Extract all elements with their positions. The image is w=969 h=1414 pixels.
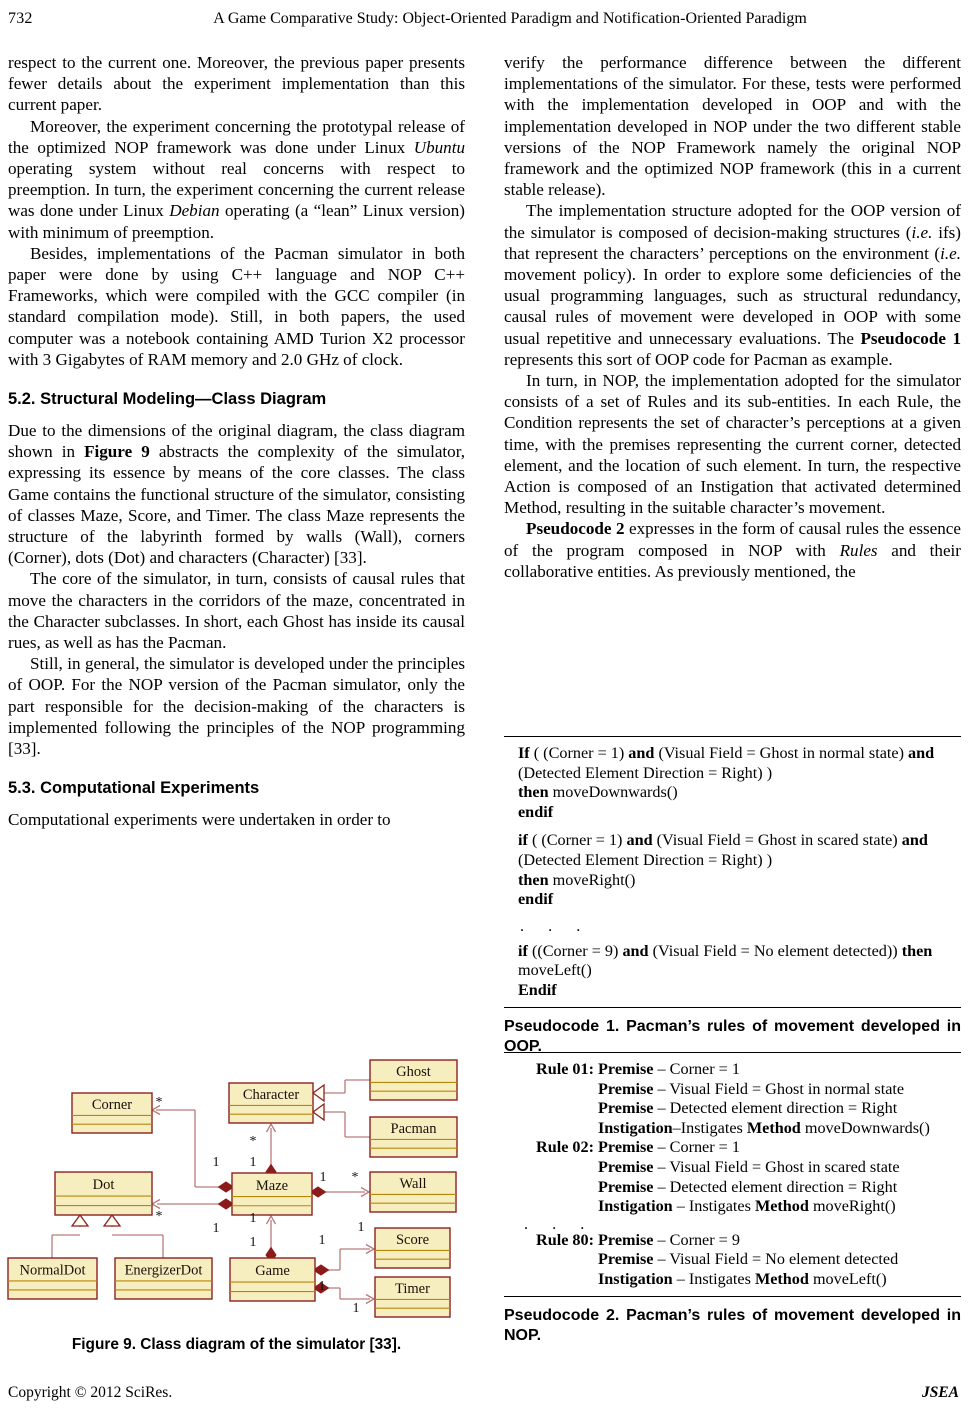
keyword: Rule 02: Premise xyxy=(536,1138,654,1157)
code-text: moveDownwards() xyxy=(548,783,678,802)
keyword: Premise xyxy=(598,1250,654,1269)
text-run-italic: i.e. xyxy=(911,222,933,242)
uml-class-dot xyxy=(55,1172,152,1215)
keyword: and xyxy=(901,831,928,850)
pseudocode-block xyxy=(518,831,953,909)
code-text: – Visual Field = Ghost in normal state xyxy=(653,1079,905,1098)
uml-class-maze xyxy=(232,1173,312,1215)
composition-diamond-maze-dot xyxy=(219,1199,234,1209)
code-text: moveRight() xyxy=(808,1197,896,1216)
code-text: – Visual Field = Ghost in scared state xyxy=(653,1157,900,1176)
section-heading-5-3: 5.3. Computational Experiments xyxy=(8,779,260,798)
multiplicity-label: 1 xyxy=(249,1155,257,1170)
pseudocode-line xyxy=(518,831,953,851)
multiplicity-label: * xyxy=(155,1095,163,1110)
class-name-label: Character xyxy=(242,1087,300,1103)
multiplicity-label: 1 xyxy=(357,1220,365,1235)
multiplicity-label: 1 xyxy=(318,1279,326,1294)
code-text: moveLeft() xyxy=(518,961,592,980)
code-text: (Detected Element Direction = Right) ) xyxy=(518,850,773,869)
uml-class-game xyxy=(230,1258,315,1301)
keyword: Method xyxy=(754,1269,809,1288)
keyword: Instigation xyxy=(598,1118,673,1137)
pseudocode-line xyxy=(518,1270,953,1290)
hrule-bottom xyxy=(504,1007,961,1008)
pseudocode-line xyxy=(518,1080,953,1100)
class-name-label: Wall xyxy=(399,1176,427,1192)
pseudocode-block xyxy=(518,916,953,935)
class-name-label: Score xyxy=(395,1232,430,1248)
class-name-label: Ghost xyxy=(396,1064,431,1080)
left-column xyxy=(8,52,465,831)
code-text: – Detected element direction = Right xyxy=(653,1177,898,1196)
keyword: if xyxy=(518,941,528,960)
keyword: endif xyxy=(518,802,554,821)
figure-9-caption: Figure 9. Class diagram of the simulator [33]. xyxy=(71,1336,402,1353)
pseudocode-line xyxy=(518,851,953,871)
paragraph: Besides, implementations of the Pacman simulator in both paper were done by using C++ language and NOP C++ Frameworks, which were compiled with the GCC compiler (in standard compilation mode). Still, in both papers, the used computer was a notebook containing AMD Turion X2 processor with 3 Gigabytes of RAM memory and 2.0 GHz of clock. xyxy=(8,243,465,369)
class-name-label: Maze xyxy=(255,1177,289,1194)
keyword: and xyxy=(626,831,653,850)
keyword: then xyxy=(518,783,549,802)
paragraph xyxy=(8,116,465,243)
multiplicity-label: 1 xyxy=(212,1221,220,1236)
code-text: – Instigates xyxy=(672,1197,755,1216)
code-text: moveDownwards() xyxy=(800,1118,930,1137)
code-text: – Corner = 1 xyxy=(653,1138,740,1157)
paragraph xyxy=(504,518,961,582)
multiplicity-label: 1 xyxy=(249,1235,257,1250)
text-run-bold: Figure 9 xyxy=(84,442,150,462)
code-text: ((Corner = 9) xyxy=(527,941,623,960)
code-text: – Corner = 1 xyxy=(653,1060,740,1078)
class-name-label: Timer xyxy=(395,1281,430,1297)
text-run: operating (a “lean” Linux version) with minimum of preemption. xyxy=(8,201,465,242)
pseudocode-line xyxy=(518,981,953,1001)
pseudocode-line xyxy=(518,764,953,784)
text-run: expresses in the form of causal rules the essence of the program composed in NOP with xyxy=(504,519,961,560)
journal-abbreviation: JSEA xyxy=(921,1384,959,1401)
pseudocode-line xyxy=(518,890,953,910)
class-name-label: NormalDot xyxy=(19,1262,86,1279)
class-name-label: Game xyxy=(255,1263,290,1280)
uml-class-timer xyxy=(375,1277,450,1317)
paragraph xyxy=(8,420,465,568)
pseudocode-line xyxy=(518,942,953,962)
text-run: operating system without real concerns with respect to preemption. In turn, the experiment concerning the current release was done under Linux xyxy=(8,159,465,221)
paragraph: In turn, in NOP, the implementation adopted for the simulator consists of a set of Rules and its sub-entities. In each Rule, the Condition represents the set of character’s perceptions at a given time, with the premises representing the current corner, detected element, and the location of such element. In turn, the respective Action is composed of an Instigation that activated determined Method, resulting in the suitable character’s movement. xyxy=(504,371,961,518)
code-text: – Corner = 9 xyxy=(653,1230,740,1249)
code-text: – Visual Field = No element detected xyxy=(653,1250,899,1269)
uml-class-wall xyxy=(370,1172,456,1212)
text-run: movement policy). In order to explore some deficiencies of the usual programming languages, such as structural redundancy, causal rules of movement were developed in OOP with some usual repetitive and unnecessary evaluations. The xyxy=(504,265,961,348)
text-run-italic: Debian xyxy=(169,201,220,221)
composition-diamond-maze-wall xyxy=(311,1187,326,1197)
keyword: if xyxy=(518,831,528,850)
pseudocode-line xyxy=(518,1060,953,1080)
hrule-bottom xyxy=(504,1296,961,1297)
uml-diagram-svg xyxy=(0,1048,480,1348)
text-run: abstracts the complexity of the simulator, expressing its essence by means of the core classes. The class Game contains the functional structure of the simulator, consisting of classes Maze, Score, and Timer. The class Maze represents the structure of the labyrinth formed by walls (Wall), corners (Corner), dots (Dot) and characters (Character) [33]. xyxy=(8,442,466,568)
pseudocode-line xyxy=(518,1197,953,1217)
text-run: and their collaborative entities. As previously mentioned, the xyxy=(504,540,961,581)
class-name-label: Pacman xyxy=(390,1121,437,1137)
text-run-italic: Ubuntu xyxy=(413,137,465,157)
pseudocode-line xyxy=(518,1178,953,1198)
class-name-label: EnergizerDot xyxy=(124,1262,203,1279)
uml-class-ghost xyxy=(370,1060,457,1100)
pseudocode-block xyxy=(518,942,953,1001)
pseudocode-line xyxy=(518,1099,953,1119)
pseudocode-1-listing xyxy=(504,737,961,1007)
keyword: Method xyxy=(754,1197,809,1216)
figure-9-class-diagram xyxy=(0,1048,480,1348)
running-title: A Game Comparative Study: Object-Oriented Paradigm and Notification-Oriented Paradigm xyxy=(213,10,807,27)
keyword: Method xyxy=(746,1118,801,1137)
text-run: Due to the dimensions of the original diagram, the class diagram shown in xyxy=(8,421,465,462)
right-column xyxy=(504,52,961,582)
text-run: represents this sort of OOP code for Pacman as example. xyxy=(504,349,893,369)
pseudocode-line xyxy=(518,871,953,891)
text-run: Moreover, the experiment concerning the prototypal release of the optimized NOP framework was done under Linux xyxy=(8,116,465,157)
paragraph: The core of the simulator, in turn, consists of causal rules that move the characters in the corridors of the maze, concentrated in the Character subclasses. In short, each Ghost has inside its causal rues, as well as has the Pacman. xyxy=(8,569,465,653)
pseudocode-line xyxy=(518,744,953,764)
code-text: (Visual Field = Ghost in normal state) xyxy=(654,744,909,762)
code-text: ( (Corner = 1) xyxy=(527,831,627,850)
pseudocode-line xyxy=(518,961,953,981)
generalization-triangle-ghost xyxy=(313,1085,324,1101)
keyword: Instigation xyxy=(598,1269,673,1288)
text-run-italic: i.e. xyxy=(940,243,961,263)
keyword: Rule 01: Premise xyxy=(536,1060,654,1078)
generalization-triangle-energizerdot xyxy=(104,1215,120,1226)
uml-class-boxes xyxy=(8,1060,457,1317)
paragraph: respect to the current one. Moreover, the previous paper presents fewer details about the experiment implementation than this current paper. xyxy=(8,53,465,115)
text-run: The implementation structure adopted for the OOP version of the simulator is composed of decision-making structures ( xyxy=(504,201,961,242)
keyword: then xyxy=(901,941,933,960)
uml-class-character xyxy=(229,1083,313,1123)
text-run-bold: Pseudocode 1 xyxy=(860,328,961,348)
keyword: then xyxy=(518,870,549,889)
code-text: ( (Corner = 1) xyxy=(529,744,629,762)
code-text: –Instigates xyxy=(672,1118,747,1137)
ellipsis-line: . . . xyxy=(520,916,591,935)
pseudocode-2-block xyxy=(504,1052,961,1346)
copyright-notice: Copyright © 2012 SciRes. xyxy=(8,1384,173,1401)
pseudocode-line xyxy=(518,1250,953,1270)
ellipsis-line: . . . xyxy=(524,1214,595,1233)
pseudocode-2-listing xyxy=(504,1053,961,1296)
paragraph xyxy=(504,200,961,370)
code-text: moveLeft() xyxy=(808,1269,887,1288)
keyword: Endif xyxy=(518,980,557,999)
pseudocode-1-caption: Pseudocode 1. Pacman’s rules of movement developed in OOP. xyxy=(504,1017,961,1055)
running-head xyxy=(0,8,969,34)
multiplicity-label: * xyxy=(249,1134,257,1149)
paragraph: verify the performance difference between the different implementations of the simulator. For these, tests were performed with the implementation developed in OOP and with the implementation developed in NOP under the two different stable versions of the NOP Framework namely the original NOP framework and the optimized NOP framework (this in a current stable release). xyxy=(504,53,961,200)
class-name-label: Dot xyxy=(92,1177,115,1194)
text-run-bold: Pseudocode 2 xyxy=(526,519,625,539)
text-run: ifs) that represent the characters’ perceptions on the environment ( xyxy=(504,222,961,263)
keyword: Premise xyxy=(598,1079,654,1098)
pseudocode-line xyxy=(518,803,953,823)
keyword: Premise xyxy=(598,1157,654,1176)
code-text: (Visual Field = Ghost in scared state) xyxy=(652,831,902,850)
generalization-triangle-pacman xyxy=(313,1104,324,1120)
keyword: and xyxy=(622,941,649,960)
code-text: (Detected Element Direction = Right) ) xyxy=(518,763,773,782)
class-name-label: Corner xyxy=(91,1097,133,1113)
keyword: and xyxy=(908,744,935,762)
page-footer xyxy=(0,1384,969,1408)
pseudocode-block xyxy=(518,744,953,822)
code-text: – Detected element direction = Right xyxy=(653,1099,898,1118)
multiplicity-label: 1 xyxy=(318,1233,326,1248)
multiplicity-label: * xyxy=(155,1209,163,1224)
paragraph: Computational experiments were undertaken in order to xyxy=(8,810,391,830)
uml-class-score xyxy=(375,1228,450,1268)
multiplicity-label: 1 xyxy=(212,1155,220,1170)
uml-class-corner xyxy=(72,1093,152,1133)
keyword: and xyxy=(628,744,655,762)
page-number: 732 xyxy=(8,10,33,27)
section-heading-5-2: 5.2. Structural Modeling—Class Diagram xyxy=(8,390,327,409)
keyword: Premise xyxy=(598,1099,654,1118)
multiplicity-label: 1 xyxy=(352,1301,360,1316)
keyword: Premise xyxy=(598,1177,654,1196)
keyword: Rule 80: Premise xyxy=(536,1230,654,1249)
pseudocode-line xyxy=(518,1158,953,1178)
uml-class-pacman xyxy=(370,1117,457,1157)
multiplicity-label: 1 xyxy=(319,1170,327,1185)
uml-class-energizerdot xyxy=(115,1258,212,1299)
pseudocode-1-block xyxy=(504,736,961,1057)
code-text: – Instigates xyxy=(672,1269,755,1288)
text-run-italic: Rules xyxy=(839,540,878,560)
keyword: If xyxy=(518,744,530,762)
multiplicity-label: * xyxy=(351,1170,359,1185)
pseudocode-2-caption: Pseudocode 2. Pacman’s rules of movement developed in NOP. xyxy=(504,1306,961,1344)
pseudocode-line xyxy=(518,1138,953,1158)
generalization-triangle-normaldot xyxy=(72,1215,88,1226)
uml-class-normaldot xyxy=(8,1258,97,1299)
composition-diamond-maze-corner xyxy=(219,1182,234,1192)
paragraph: Still, in general, the simulator is developed under the principles of OOP. For the NOP version of the Pacman simulator, only the part responsible for the decision-making of the characters is implemented following the principles of the NOP programming [33]. xyxy=(8,654,465,759)
pseudocode-line xyxy=(518,1231,953,1251)
pseudocode-line xyxy=(518,1119,953,1139)
code-text: moveRight() xyxy=(548,870,636,889)
composition-diamond-game-score xyxy=(314,1265,329,1275)
keyword: endif xyxy=(518,890,554,909)
code-text: (Visual Field = No element detected)) xyxy=(648,941,902,960)
multiplicity-label: 1 xyxy=(249,1211,257,1226)
pseudocode-line xyxy=(518,783,953,803)
keyword: Instigation xyxy=(598,1197,673,1216)
